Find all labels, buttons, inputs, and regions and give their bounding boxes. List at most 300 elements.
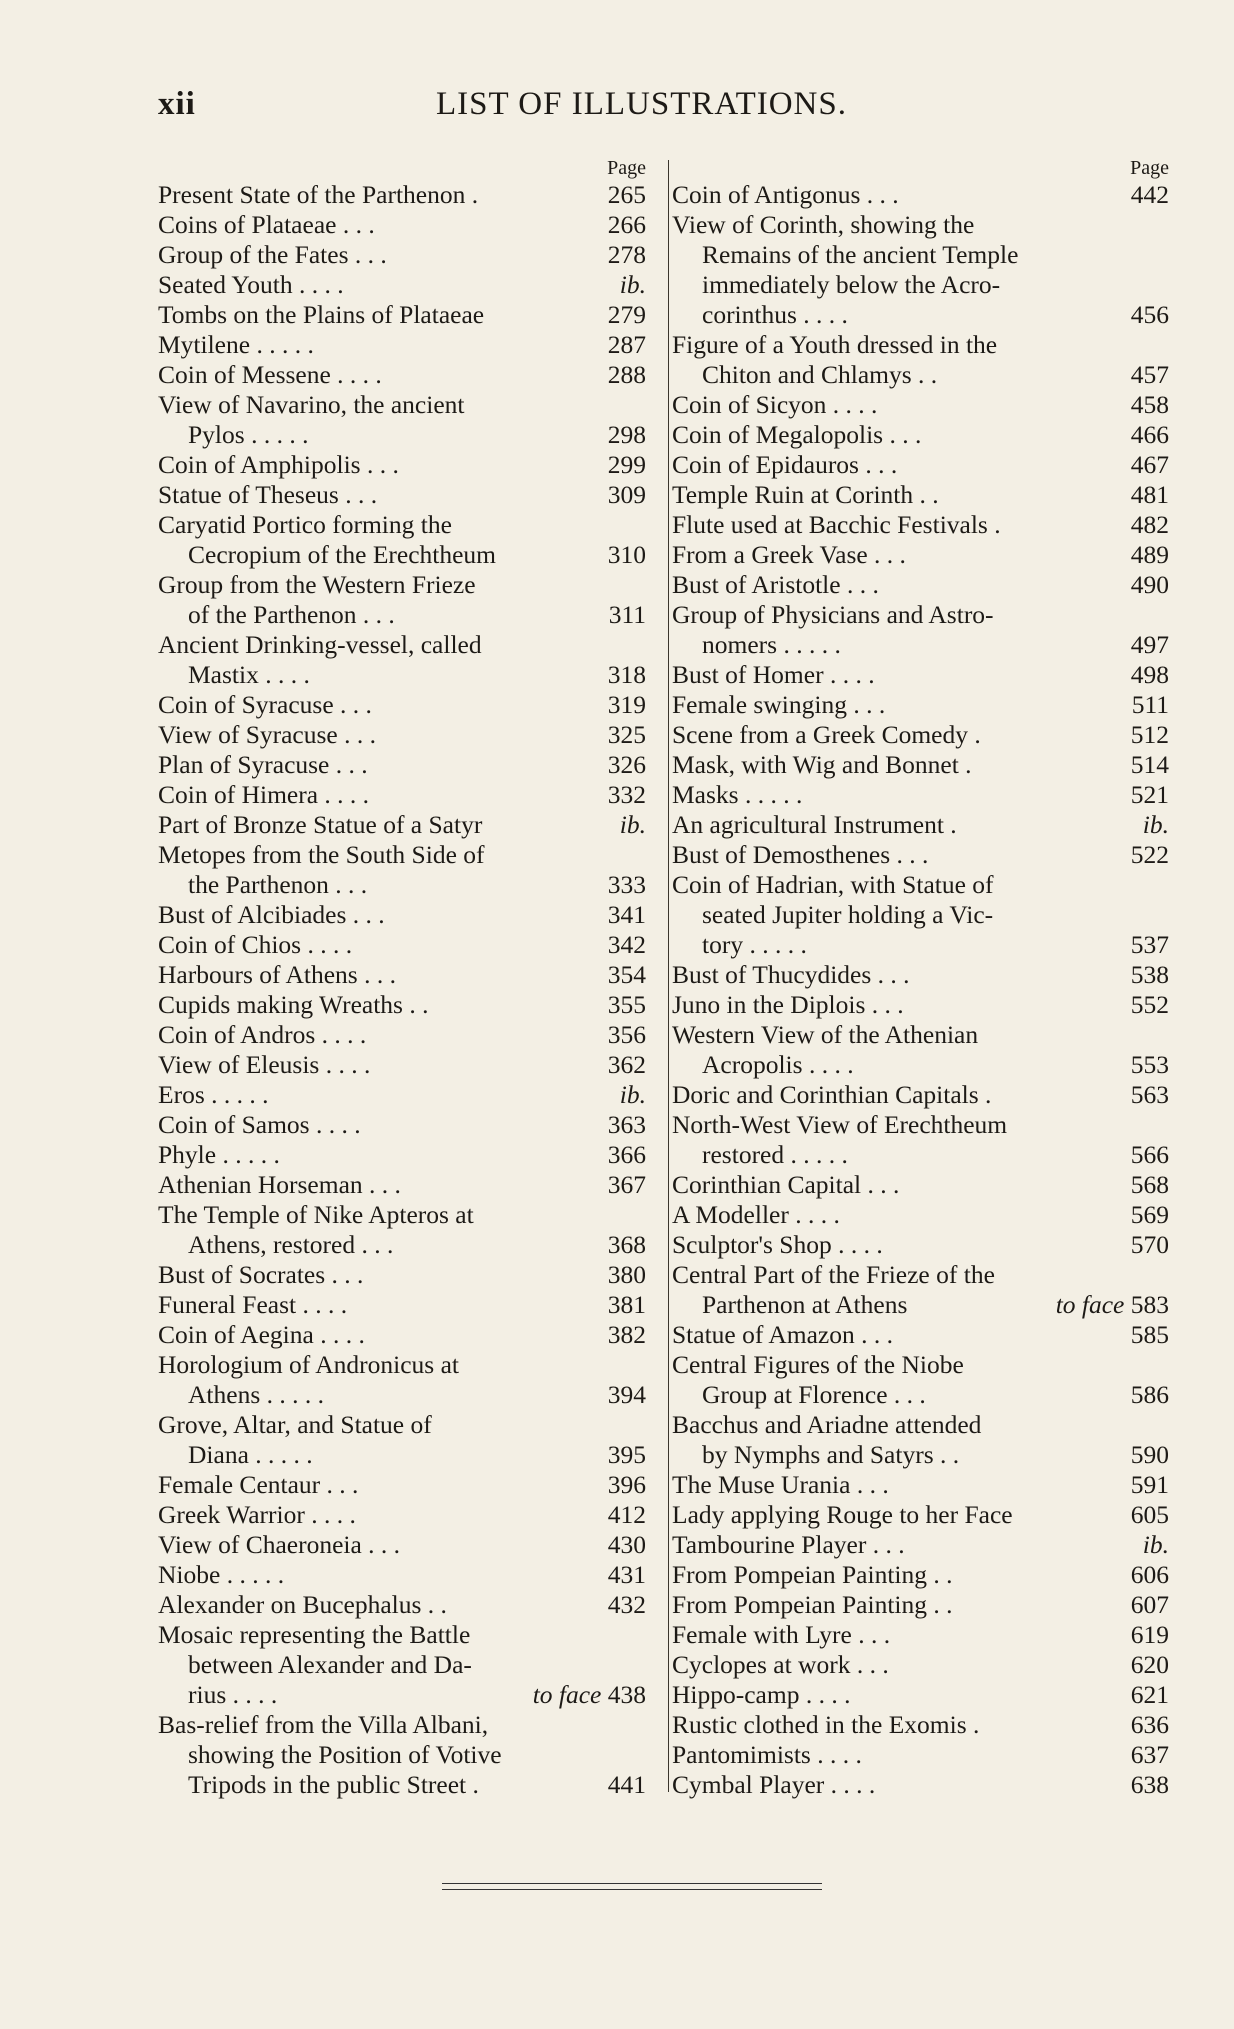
entry-page-group [1143,1530,1169,1560]
list-item [158,480,646,510]
list-item [672,1500,1169,1530]
entry-page-group [1056,1290,1169,1320]
entry-page: 497 [1130,630,1169,659]
list-item [158,810,646,840]
list-item [672,870,1169,960]
entry-title: Mytilene . . . . . [158,330,314,359]
entry-page: 332 [607,780,646,809]
entry-page: 591 [1130,1470,1169,1499]
entry-title: by Nymphs and Satyrs . . [702,1440,960,1469]
entry-page: 467 [1130,450,1169,479]
entry-page: 288 [607,360,646,389]
entry-page-group [1131,300,1169,330]
entry-title: Funeral Feast . . . . [158,1290,348,1319]
list-item [158,510,646,570]
entry-page: 586 [1130,1380,1169,1409]
entry-title: Coin of Himera . . . . [158,780,370,809]
list-item [158,1620,646,1710]
list-item [672,1770,1169,1800]
list-item [672,540,1169,570]
entry-page-group [1131,1590,1169,1620]
entry-page-group [608,870,646,900]
entry-title: Harbours of Athens . . . [158,960,396,989]
entry-title: Cecropium of the Erechtheum [188,540,497,569]
entry-page-group [533,1680,646,1710]
list-item [672,1410,1169,1470]
list-item [672,1320,1169,1350]
entry-page: 394 [607,1380,646,1409]
entry-page: 482 [1130,510,1169,539]
entry-page: 514 [1130,750,1169,779]
entry-page-group [1131,840,1169,870]
entry-page-group [608,450,646,480]
entry-page-group [1131,1650,1169,1680]
entry-title: nomers . . . . . [702,630,841,659]
entry-title: Sculptor's Shop . . . . [672,1230,883,1259]
list-item [158,360,646,390]
entry-page-group [1131,1560,1169,1590]
entry-title: Coin of Megalopolis . . . [672,420,922,449]
entry-page: 620 [1130,1650,1169,1679]
entry-title: immediately below the Acro- [702,270,1001,299]
entry-title: North-West View of Erechtheum [672,1110,1008,1139]
entry-title: Rustic clothed in the Exomis . [672,1710,980,1739]
entry-title: Central Figures of the Niobe [672,1350,964,1379]
list-item [158,180,646,210]
entry-title: Group of Physicians and Astro- [672,600,994,629]
list-item [672,1080,1169,1110]
list-item [158,1710,646,1800]
entry-title: View of Syracuse . . . [158,720,376,749]
entry-page: 366 [607,1140,646,1169]
entry-page-group [608,420,646,450]
entry-title: Seated Youth . . . . [158,270,344,299]
entry-title: Figure of a Youth dressed in the [672,330,998,359]
list-item [672,1530,1169,1560]
entry-title: Coin of Samos . . . . [158,1110,361,1139]
list-item [672,690,1169,720]
entry-title: Phyle . . . . . [158,1140,280,1169]
entry-title: Scene from a Greek Comedy . [672,720,981,749]
list-item [672,1200,1169,1230]
page-column-label: Page [1130,157,1169,179]
entry-page-group [608,540,646,570]
entry-page: 552 [1130,990,1169,1019]
list-item [158,1320,646,1350]
entry-page: 381 [607,1290,646,1319]
list-item [672,750,1169,780]
entry-page-group [1131,1200,1169,1230]
entry-page-group [608,1170,646,1200]
entry-title: From a Greek Vase . . . [672,540,906,569]
entry-title: Cupids making Wreaths . . [158,990,429,1019]
entry-page: 333 [607,870,646,899]
entry-page: 457 [1130,360,1169,389]
entry-title: Ancient Drinking-vessel, called [158,630,482,659]
entry-page: 442 [1130,180,1169,209]
entry-page-group [1131,1620,1169,1650]
entry-title: Coin of Messene . . . . [158,360,382,389]
entry-title: Cymbal Player . . . . [672,1770,876,1799]
entry-page-group [608,780,646,810]
list-item [158,450,646,480]
entry-page: 537 [1130,930,1169,959]
list-item [672,660,1169,690]
entry-page: 563 [1130,1080,1169,1109]
list-item [158,1290,646,1320]
list-item [158,780,646,810]
entry-page-group [608,480,646,510]
list-item [158,930,646,960]
entry-title: A Modeller . . . . [672,1200,840,1229]
entry-page-group [620,1080,646,1110]
entry-title: Central Part of the Frieze of the [672,1260,995,1289]
entry-page: 441 [607,1770,646,1799]
entry-title: Athens, restored . . . [188,1230,394,1259]
list-item [158,1590,646,1620]
list-item [672,720,1169,750]
entry-page: 636 [1130,1710,1169,1739]
entry-page-group [1131,1320,1169,1350]
entry-page: 278 [607,240,646,269]
entry-title: Female with Lyre . . . [672,1620,891,1649]
entry-page-group [608,1470,646,1500]
entry-title: Group of the Fates . . . [158,240,387,269]
entry-title: Bacchus and Ariadne attended [672,1410,982,1439]
list-item [158,1020,646,1050]
entry-title: Flute used at Bacchic Festivals . [672,510,1001,539]
entry-page: 363 [607,1110,646,1139]
entry-page-group [608,660,646,690]
list-item [672,990,1169,1020]
entry-title: Mastix . . . . [188,660,310,689]
entry-page-group [1131,960,1169,990]
entry-title: restored . . . . . [702,1140,848,1169]
illustration-list-left [158,180,646,1800]
list-item [672,1590,1169,1620]
entry-title: Coin of Syracuse . . . [158,690,372,719]
entry-title: Pantomimists . . . . [672,1740,862,1769]
list-item [672,780,1169,810]
entry-page-group [1131,660,1169,690]
entry-page-group [608,330,646,360]
entry-page-group [608,990,646,1020]
footer-rule [442,1883,822,1884]
entry-page-group [608,1530,646,1560]
list-item [672,1650,1169,1680]
list-item [158,570,646,630]
entry-page: 412 [607,1500,646,1529]
list-item [158,270,646,300]
entry-page: 568 [1130,1170,1169,1199]
entry-page-group [608,720,646,750]
entry-page-group [609,600,646,630]
entry-title: Statue of Theseus . . . [158,480,378,509]
entry-page-group [1131,1170,1169,1200]
entry-page-group [608,210,646,240]
list-item [672,480,1169,510]
entry-title: An agricultural Instrument . [672,810,957,839]
entry-title: Coin of Antigonus . . . [672,180,899,209]
entry-page: 621 [1130,1680,1169,1709]
footer-rule [442,1889,822,1890]
entry-page: 265 [607,180,646,209]
list-item [672,1710,1169,1740]
list-item [672,1680,1169,1710]
list-item [672,510,1169,540]
list-item [672,330,1169,390]
entry-page: 458 [1130,390,1169,419]
entry-page: 319 [607,690,646,719]
entry-page-group [1131,1050,1169,1080]
entry-title: Plan of Syracuse . . . [158,750,368,779]
entry-title: Coin of Amphipolis . . . [158,450,399,479]
entry-page: 466 [1130,420,1169,449]
list-item [672,1230,1169,1260]
entry-page-group [608,300,646,330]
entry-page: 266 [607,210,646,239]
entry-title: Corinthian Capital . . . [672,1170,900,1199]
entry-page-group [1131,390,1169,420]
illustration-list-right [672,180,1169,1800]
list-item [672,450,1169,480]
entry-page: 279 [607,300,646,329]
list-item [158,750,646,780]
entry-page: ib. [619,810,646,839]
entry-title: Present State of the Parthenon . [158,180,479,209]
entry-title: Bust of Homer . . . . [672,660,875,689]
entry-page: 355 [607,990,646,1019]
entry-page: 605 [1130,1500,1169,1529]
entry-title: Tombs on the Plains of Plataeae [158,300,485,329]
list-item [158,1200,646,1260]
entry-page: 553 [1130,1050,1169,1079]
list-item [158,1170,646,1200]
list-item [158,690,646,720]
entry-page: 570 [1130,1230,1169,1259]
entry-page-group [1131,1740,1169,1770]
entry-page-group [1131,540,1169,570]
entry-page-group [1131,570,1169,600]
entry-page-group [608,1260,646,1290]
entry-page: 287 [607,330,646,359]
entry-page: 638 [1130,1770,1169,1799]
list-item [158,1470,646,1500]
list-item [158,1110,646,1140]
entry-page: 607 [1130,1590,1169,1619]
entry-page-group [1131,750,1169,780]
list-item [672,1020,1169,1080]
entry-title: Mosaic representing the Battle [158,1620,471,1649]
entry-page: 395 [607,1440,646,1469]
entry-title: Horologium of Andronicus at [158,1350,460,1379]
entry-page-group [608,1140,646,1170]
entry-page-group [608,1320,646,1350]
entry-title: Female swinging . . . [672,690,886,719]
entry-page-group [1131,1470,1169,1500]
entry-page-group [608,960,646,990]
list-item [672,840,1169,870]
entry-page: 438 [607,1680,646,1709]
entry-title: Coin of Chios . . . . [158,930,353,959]
entry-page: 325 [607,720,646,749]
entry-title: Greek Warrior . . . . [158,1500,356,1529]
entry-title: Part of Bronze Statue of a Satyr [158,810,483,839]
entry-page-group [1131,630,1169,660]
entry-title: Bust of Alcibiades . . . [158,900,385,929]
entry-page: 318 [607,660,646,689]
entry-page: 310 [607,540,646,569]
page-number: xii [158,86,196,122]
entry-page-group [620,810,646,840]
entry-page-group [608,1020,646,1050]
list-item [672,810,1169,840]
entry-title: Caryatid Portico forming the [158,510,452,539]
entry-title: Remains of the ancient Temple [702,240,1019,269]
entry-title: Female Centaur . . . [158,1470,359,1499]
entry-title: Lady applying Rouge to her Face [672,1500,1013,1529]
entry-title: Cyclopes at work . . . [672,1650,889,1679]
entry-title: Western View of the Athenian [672,1020,979,1049]
list-item [672,1170,1169,1200]
entry-page: 396 [607,1470,646,1499]
entry-title: Niobe . . . . . [158,1560,285,1589]
entry-title: Hippo-camp . . . . [672,1680,851,1709]
entry-title: the Parthenon . . . [188,870,368,899]
entry-page: 498 [1130,660,1169,689]
list-item [672,180,1169,210]
entry-title: From Pompeian Painting . . [672,1560,953,1589]
list-item [672,600,1169,660]
list-item [672,1740,1169,1770]
entry-title: Bas-relief from the Villa Albani, [158,1710,489,1739]
entry-page-group [1131,1440,1169,1470]
entry-page: 430 [607,1530,646,1559]
entry-page: 619 [1130,1620,1169,1649]
page-title: LIST OF ILLUSTRATIONS. [436,86,847,122]
entry-page-group [608,930,646,960]
entry-page: 342 [607,930,646,959]
entry-title: From Pompeian Painting . . [672,1590,953,1619]
list-item [672,210,1169,330]
entry-note: to face [532,1680,608,1709]
entry-page: ib. [1142,1530,1169,1559]
list-item [672,960,1169,990]
list-item [672,1260,1169,1320]
list-item [158,630,646,690]
entry-page-group [608,360,646,390]
entry-title: Acropolis . . . . [702,1050,854,1079]
entry-page-group [1131,1230,1169,1260]
entry-title: Coin of Hadrian, with Statue of [672,870,994,899]
entry-page-group [1131,480,1169,510]
entry-page: 606 [1130,1560,1169,1589]
entry-page-group [608,1500,646,1530]
entry-page: 356 [607,1020,646,1049]
entry-page: 512 [1130,720,1169,749]
entry-page: 311 [608,600,646,629]
entry-title: tory . . . . . [702,930,807,959]
entry-page: 637 [1130,1740,1169,1769]
entry-title: showing the Position of Votive [188,1740,502,1769]
entry-page-group [1131,510,1169,540]
entry-page: 326 [607,750,646,779]
entry-title: between Alexander and Da- [188,1650,472,1679]
entry-page: 538 [1130,960,1169,989]
entry-title: Athens . . . . . [188,1380,324,1409]
entry-page: 521 [1130,780,1169,809]
list-item [672,390,1169,420]
entry-page-group [620,270,646,300]
entry-page: 362 [607,1050,646,1079]
entry-title: Tambourine Player . . . [672,1530,905,1559]
list-item [158,1410,646,1470]
list-item [158,300,646,330]
entry-title: Group at Florence . . . [702,1380,926,1409]
left-column [158,156,646,1800]
entry-page-group [1131,1710,1169,1740]
entry-page-group [1131,930,1169,960]
entry-page-group [608,1290,646,1320]
entry-page-group [1131,1500,1169,1530]
entry-page: 432 [607,1590,646,1619]
entry-title: corinthus . . . . [702,300,848,329]
entry-page: 490 [1130,570,1169,599]
list-item [672,420,1169,450]
entry-page: 569 [1130,1200,1169,1229]
entry-page-group [1131,1380,1169,1410]
entry-title: Athenian Horseman . . . [158,1170,401,1199]
entry-title: Temple Ruin at Corinth . . [672,480,939,509]
entry-page: 585 [1130,1320,1169,1349]
list-item [158,210,646,240]
entry-title: View of Eleusis . . . . [158,1050,371,1079]
entry-page-group [1131,1680,1169,1710]
entry-page: 298 [607,420,646,449]
entry-page-group [608,900,646,930]
entry-page: 566 [1130,1140,1169,1169]
entry-page-group [608,690,646,720]
entry-page-group [1132,690,1169,720]
entry-page-group [1131,450,1169,480]
entry-title: View of Chaeroneia . . . [158,1530,401,1559]
entry-title: Chiton and Chlamys . . [702,360,938,389]
entry-title: Diana . . . . . [188,1440,313,1469]
entry-page: 382 [607,1320,646,1349]
entry-title: Coin of Andros . . . . [158,1020,367,1049]
entry-title: The Muse Urania . . . [672,1470,889,1499]
entry-page-group [608,1380,646,1410]
entry-page-group [1131,780,1169,810]
list-item [158,390,646,450]
entry-title: Bust of Demosthenes . . . [672,840,929,869]
page-column-label: Page [607,157,646,179]
entry-page-group [1131,1080,1169,1110]
list-item [158,1080,646,1110]
list-item [672,1470,1169,1500]
entry-title: rius . . . . [188,1680,278,1709]
entry-page: 583 [1130,1290,1169,1319]
list-item [158,330,646,360]
entry-page: 299 [607,450,646,479]
entry-page-group [608,1230,646,1260]
entry-title: Tripods in the public Street . [188,1770,479,1799]
entry-title: View of Navarino, the ancient [158,390,465,419]
list-item [158,1500,646,1530]
list-item [158,1350,646,1410]
entry-title: Eros . . . . . [158,1080,269,1109]
entry-page-group [1131,360,1169,390]
